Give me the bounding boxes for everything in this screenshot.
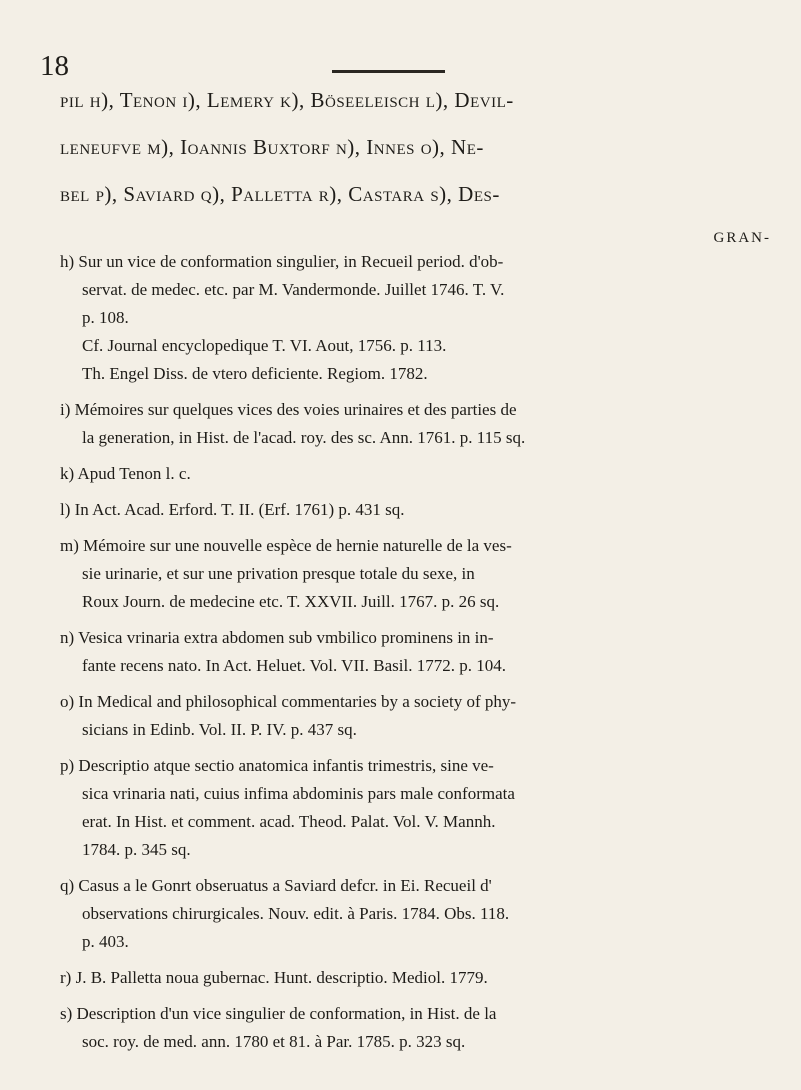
footnote-line: Th. Engel Diss. de vtero deficiente. Regiom. 1782. [82, 364, 428, 383]
footnote-line: servat. de medec. etc. par M. Vandermonde. Juillet 1746. T. V. [82, 280, 505, 299]
footnote-line: sica vrinaria nati, cuius infima abdominis pars male conformata [82, 784, 515, 803]
main-text-line: leneufve m), Ioannis Buxtorf n), Innes o), Ne- [60, 135, 484, 159]
footnote-line: fante recens nato. In Act. Heluet. Vol. VII. Basil. 1772. p. 104. [82, 656, 506, 675]
footnote-line: p) Descriptio atque sectio anatomica infantis trimestris, sine ve- [60, 756, 494, 775]
footnote-line: Cf. Journal encyclopedique T. VI. Aout, 1756. p. 113. [82, 336, 447, 355]
footnote-line: 1784. p. 345 sq. [82, 840, 191, 859]
footnote-line: h) Sur un vice de conformation singulier, in Recueil period. d'ob- [60, 252, 504, 271]
footnote-line: o) In Medical and philosophical commentaries by a society of phy- [60, 692, 517, 711]
footnote-line: q) Casus a le Gonrt obseruatus a Saviard defcr. in Ei. Recueil d' [60, 876, 492, 895]
page-number: 18 [40, 50, 69, 82]
footnote-line: s) Description d'un vice singulier de conformation, in Hist. de la [60, 1004, 497, 1023]
footnote-line: Roux Journ. de medecine etc. T. XXVII. Juill. 1767. p. 26 sq. [82, 592, 500, 611]
footnote-line: n) Vesica vrinaria extra abdomen sub vmbilico prominens in in- [60, 628, 494, 647]
footnote-line: p. 403. [82, 932, 129, 951]
footnote-line: m) Mémoire sur une nouvelle espèce de hernie naturelle de la ves- [60, 536, 512, 555]
header-rule [332, 70, 445, 73]
footnote-line: r) J. B. Palletta noua gubernac. Hunt. descriptio. Mediol. 1779. [60, 968, 488, 987]
footnote-line: la generation, in Hist. de l'acad. roy. des sc. Ann. 1761. p. 115 sq. [82, 428, 526, 447]
footnote-line: erat. In Hist. et comment. acad. Theod. Palat. Vol. V. Mannh. [82, 812, 496, 831]
footnote-line: l) In Act. Acad. Erford. T. II. (Erf. 1761) p. 431 sq. [60, 500, 405, 519]
footnote-line: sie urinarie, et sur une privation presque totale du sexe, in [82, 564, 475, 583]
footnote-line: i) Mémoires sur quelques vices des voies urinaires et des parties de [60, 400, 517, 419]
footnote-line: k) Apud Tenon l. c. [60, 464, 191, 483]
footnote-line: p. 108. [82, 308, 129, 327]
main-text-line: bel p), Saviard q), Palletta r), Castara s), Des- [60, 182, 500, 206]
main-text-line: pil h), Tenon i), Lemery k), Böseeleisch l), Devil- [60, 88, 514, 112]
catchword: GRAN- [713, 230, 771, 246]
footnote-line: sicians in Edinb. Vol. II. P. IV. p. 437 sq. [82, 720, 357, 739]
footnote-line: observations chirurgicales. Nouv. edit. à Paris. 1784. Obs. 118. [82, 904, 510, 923]
footnote-line: soc. roy. de med. ann. 1780 et 81. à Par. 1785. p. 323 sq. [82, 1032, 466, 1051]
